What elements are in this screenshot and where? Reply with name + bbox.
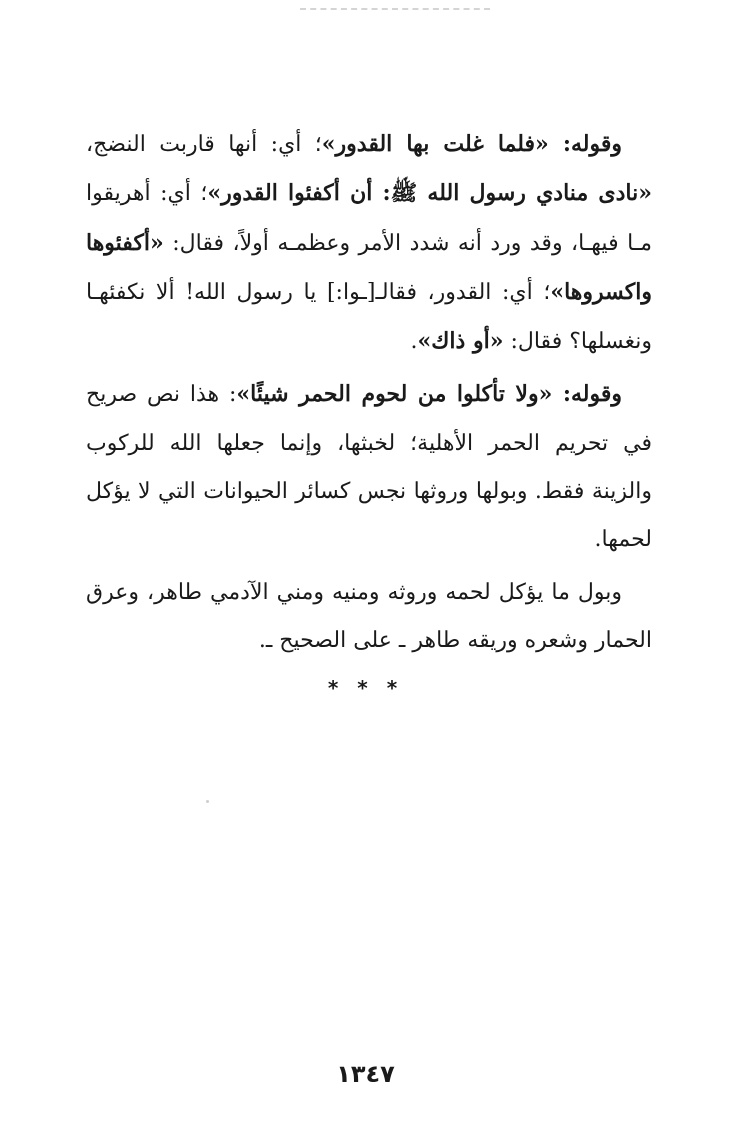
quote-akfiuha: «أكفئوها واكسروها» bbox=[86, 229, 652, 305]
paragraph-1-seg-5: ؛ أي: أهريقوا مـا فيهـا، وقد ورد أنه شدد الأمر وعظمـه أولاً، فقال: bbox=[86, 181, 652, 256]
paragraph-1-seg-9: . bbox=[410, 329, 418, 355]
quote-la-takulu: «ولا تأكلوا من لحوم الحمر شيئًا» bbox=[236, 381, 553, 408]
paragraph-3-seg-1: وبول ما يؤكل لحمه وروثه ومنيه ومني الآدمي طاهر، وعرق الحمار وشعره وريقه طاهر ـ على الصحيح ـ. bbox=[86, 579, 652, 653]
paragraph-3 bbox=[86, 569, 652, 666]
quote-fallama-ghalat: «فلما غلت بها القدور» bbox=[321, 131, 549, 157]
paragraph-1-seg-1: وقوله: bbox=[548, 131, 622, 157]
quote-aw-dhak: «أو ذاك» bbox=[417, 328, 504, 355]
quote-nada-munadi: «نادى منادي رسول الله ﷺ: أن أكفئوا القدور» bbox=[207, 180, 653, 207]
page-number: ١٣٤٧ bbox=[336, 1060, 395, 1088]
top-edge-mark bbox=[300, 0, 490, 10]
paragraph-1-seg-3: ؛ أي: أنها قاربت النضج، bbox=[86, 132, 322, 157]
paragraph-1-seg-7: ؛ أي: القدور، فقالـ[ـوا:] يا رسول الله! ألا نكفئهـا ونغسلها؟ فقال: bbox=[86, 279, 652, 355]
section-separator: * * * bbox=[327, 676, 404, 700]
paragraph-1 bbox=[86, 120, 652, 366]
page-body bbox=[86, 120, 652, 665]
paragraph-2-seg-1: وقوله: bbox=[552, 381, 622, 408]
scan-speck bbox=[206, 800, 209, 803]
paragraph-2-seg-3: : هذا نص صريح في تحريم الحمر الأهلية؛ لخبثها، وإنما جعلها الله للركوب والزينة فقط. وبولها وروثها نجس كسائر الحيوانات التي لا يؤكل لحمها. bbox=[86, 382, 652, 553]
paragraph-2 bbox=[86, 370, 652, 564]
